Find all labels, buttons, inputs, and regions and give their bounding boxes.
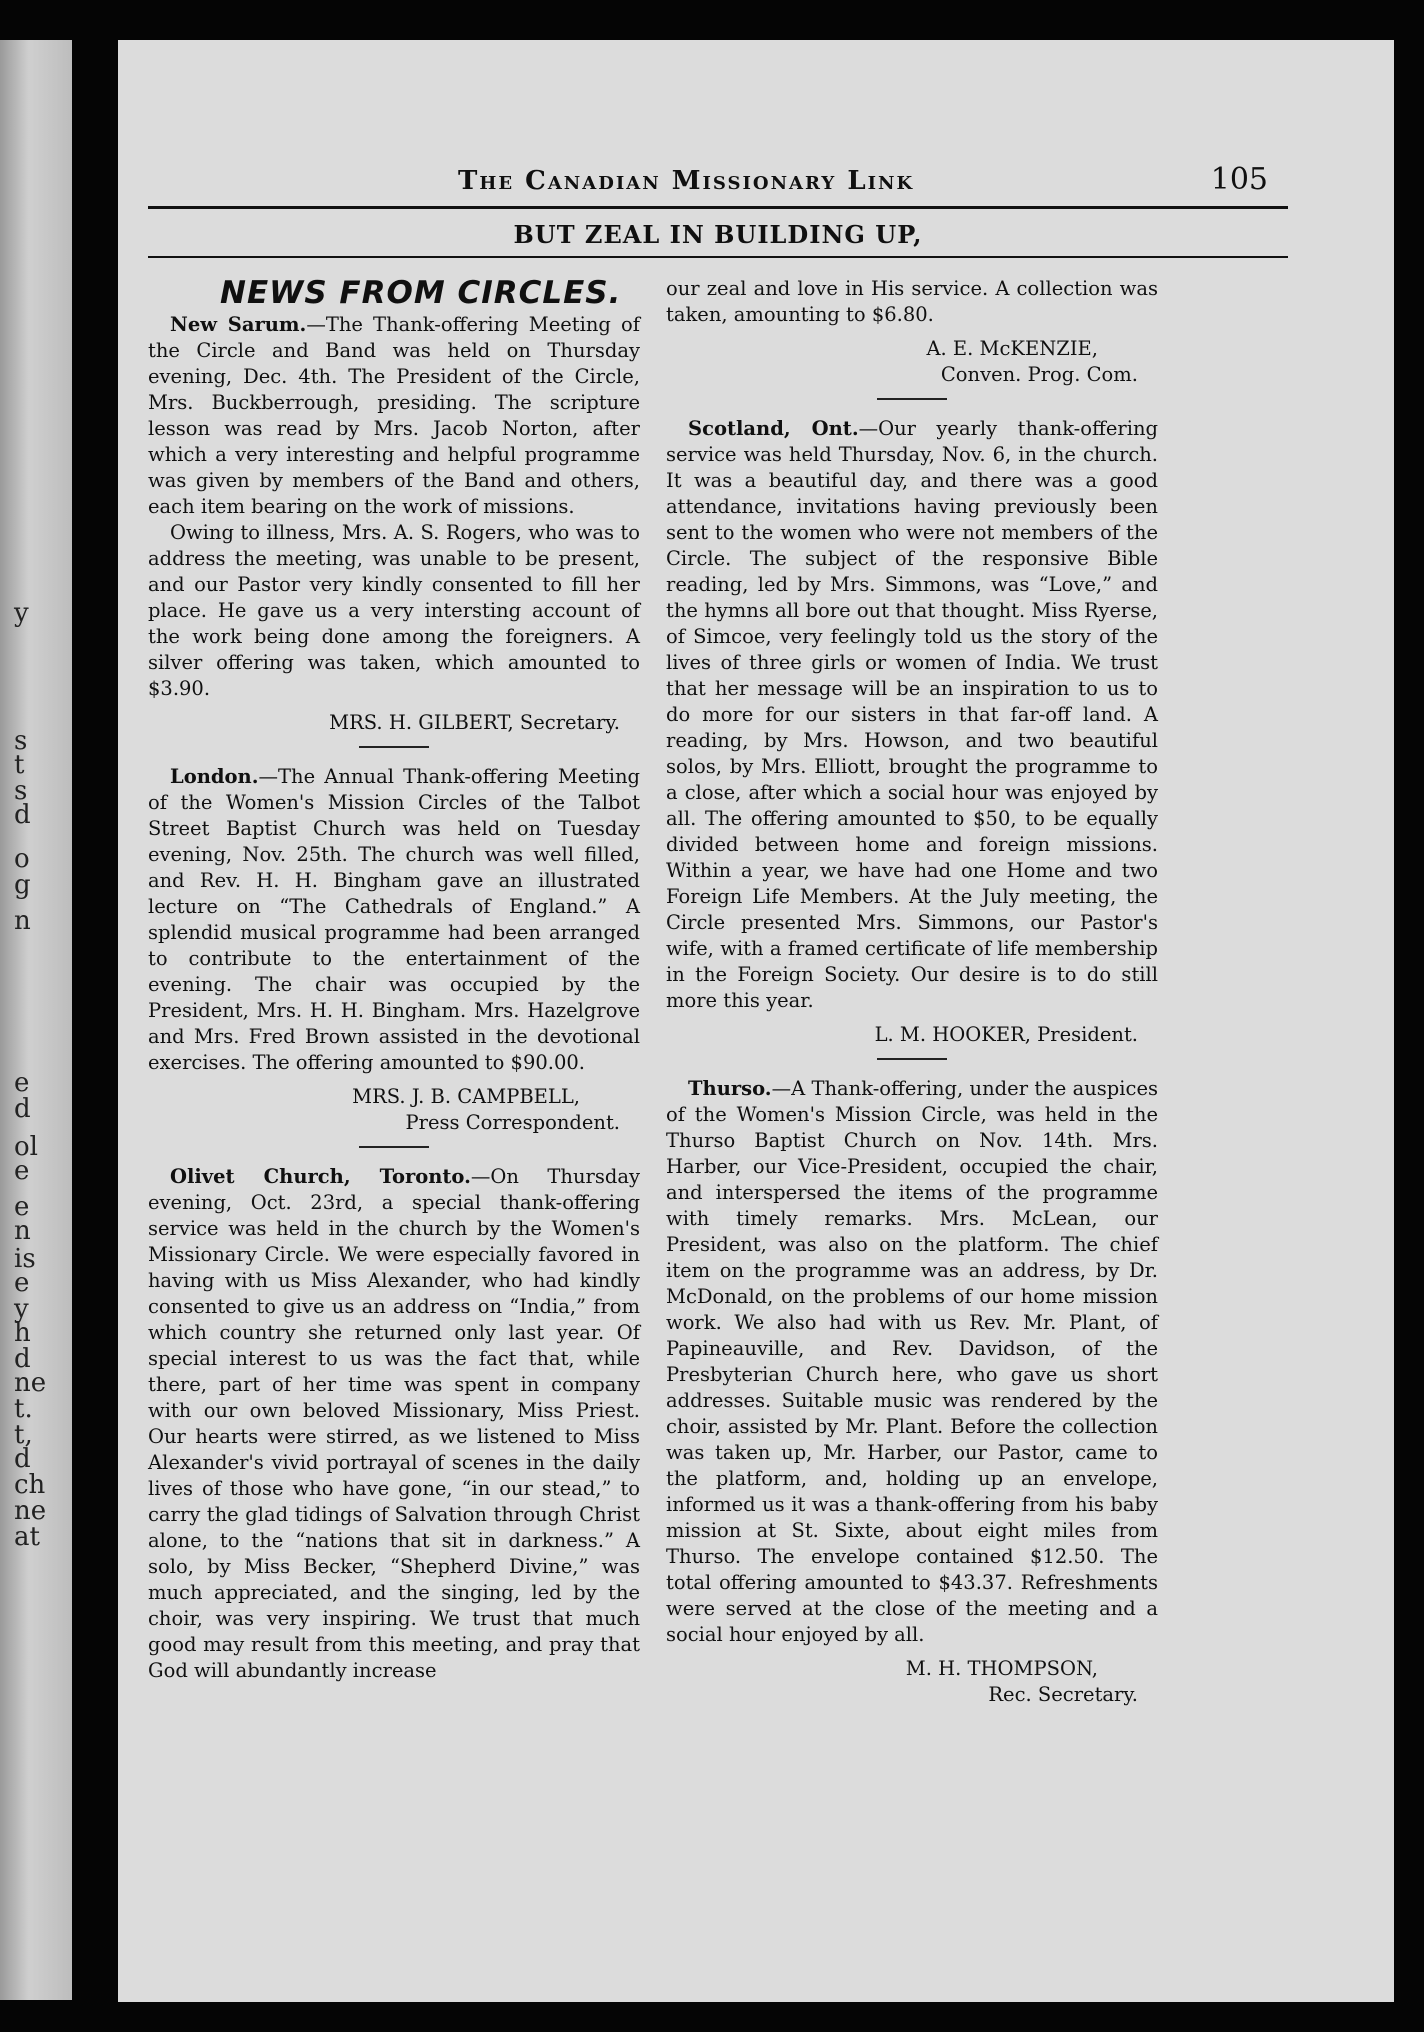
left-column [148,276,640,1684]
magazine-page [118,40,1394,2002]
margin-fragment: g [14,870,31,900]
margin-fragment: is [14,1244,36,1274]
article-thurso [666,1076,1158,1708]
margin-fragment: n [14,906,31,936]
article-new-sarum [148,312,640,736]
motto-bar [148,218,1288,258]
article-divider [877,1058,947,1060]
article-signature: MRS. J. B. CAMPBELL, [352,1085,580,1108]
article-signature-title: Rec. Secretary. [988,1683,1138,1706]
margin-fragment: h [14,1318,31,1348]
margin-fragment: n [14,1216,31,1246]
right-column [666,276,1158,1708]
margin-fragment: t. [14,1394,33,1424]
margin-fragment: s [14,776,28,806]
margin-fragment: d [14,1094,31,1124]
article-text: —The Annual Thank-offering Meeting of the Women's Mission Circles of the Talbot Street Baptist Church was held on Tuesday evening, Nov. 25th. The church was well filled, and Rev. H. H. Bingham gave an illustrated lecture on “The Cathedrals of England.” A splendid musical programme had been arranged to contribute to the entertainment of the evening. The chair was occupied by the President, Mrs. H. H. Bingham. Mrs. Hazelgrove and Mrs. Fred Brown assisted in the devotional exercises. The offering amounted to $90.00. [148,765,640,1074]
margin-fragment: ne [14,1368,47,1398]
article-paragraph [666,416,1158,1014]
article-paragraph [148,312,640,520]
article-scotland [666,416,1158,1048]
margin-fragment: e [14,1156,30,1186]
section-heading: NEWS FROM CIRCLES. [220,275,622,311]
article-lead: London. [170,765,259,788]
continuation-signature: A. E. McKENZIE, [926,337,1098,360]
margin-fragment: d [14,1444,31,1474]
article-text: —On Thursday evening, Oct. 23rd, a special thank-offering service was held in the church by the Women's Missionary Circle. We were especially favored in having with us Miss Alexander, who had kindly consented to give us an address on “India,” from which country she returned only last year. Of special interest to us was the fact that, while there, part of her time was spent in company with our own beloved Missionary, Miss Priest. Our hearts were stirred, as we listened to Miss Alexander's vivid portrayal of scenes in the daily lives of those who have gone, “in our stead,” to carry the glad tidings of Salvation through Christ alone, to the “nations that sit in darkness.” A solo, by Miss Becker, “Shepherd Divine,” was much appreciated, and the singing, led by the choir, was very inspiring. We trust that much good may result from this meeting, and pray that God will abundantly increase [148,1165,640,1682]
article-signature-title: Press Correspondent. [405,1111,620,1134]
margin-fragment: at [14,1522,40,1552]
margin-fragment: y [14,1294,29,1324]
margin-fragment: ol [14,1132,38,1162]
article-olivet-church [148,1164,640,1684]
running-title: The Canadian Missionary Link [458,166,915,196]
article-lead: New Sarum. [170,313,307,336]
article-london [148,764,640,1136]
margin-fragment: t, [14,1420,33,1450]
continuation-text: our zeal and love in His service. A collection was taken, amounting to $6.80. [666,277,1158,326]
margin-fragment: e [14,1068,30,1098]
article-text: —A Thank-offering, under the auspices of the Women's Mission Circle, was held in the Thurso Baptist Church on Nov. 14th. Mrs. Harber, our Vice-President, occupied the chair, and interspersed the items of the programme with timely remarks. Mrs. McLean, our President, was also on the platform. The chief item on the programme was an address, by Dr. McDonald, on the problems of our home mission work. We also had with us Rev. Mr. Plant, of Papineauville, and Rev. Davidson, of the Presbyterian Church here, who gave us short addresses. Suitable music was rendered by the choir, assisted by Mr. Plant. Before the collection was taken up, Mr. Harber, our Pastor, came to the platform, and, holding up an envelope, informed us it was a thank-offering from his baby mission at St. Sixte, about eight miles from Thurso. The envelope contained $12.50. The total offering amounted to $43.37. Refreshments were served at the close of the meeting and a social hour enjoyed by all. [666,1077,1158,1646]
article-paragraph: Owing to illness, Mrs. A. S. Rogers, who was to address the meeting, was unable to be present, and our Pastor very kindly consented to fill her place. He gave us a very intersting account of the work being done among the foreigners. A silver offering was taken, which amounted to $3.90. [148,521,640,700]
running-head [148,162,1288,209]
article-signature: M. H. THOMPSON, [905,1657,1098,1680]
article-signature: L. M. HOOKER, President. [874,1023,1138,1046]
margin-fragment: y [14,598,29,628]
margin-fragment: d [14,800,31,830]
adjacent-page-edge [0,40,72,2000]
continuation-signature-title: Conven. Prog. Com. [940,363,1138,386]
margin-fragment: e [14,1268,30,1298]
margin-fragment: t [14,750,25,780]
motto: BUT ZEAL IN BUILDING UP, [513,220,923,249]
article-lead: Olivet Church, Toronto. [170,1165,471,1188]
page-number: 105 [1210,162,1268,197]
margin-fragment: e [14,1192,30,1222]
margin-fragment: s [14,726,28,756]
article-text: —Our yearly thank-offering service was held Thursday, Nov. 6, in the church. It was a beautiful day, and there was a good attendance, invitations having previously been sent to the women who were not members of the Circle. The subject of the responsive Bible reading, led by Mrs. Simmons, was “Love,” and the hymns all bore out that thought. Miss Ryerse, of Simcoe, very feelingly told us the story of the lives of three girls or women of India. We trust that her message will be an inspiration to us to do more for our sisters in that far-off land. A reading, by Mrs. Howson, and two beautiful solos, by Mrs. Elliott, brought the programme to a close, after which a social hour was enjoyed by all. The offering amounted to $50, to be equally divided between home and foreign missions. Within a year, we have had one Home and two Foreign Life Members. At the July meeting, the Circle presented Mrs. Simmons, our Pastor's wife, with a framed certificate of life membership in the Foreign Society. Our desire is to do still more this year. [666,417,1158,1012]
margin-fragment: o [14,844,30,874]
margin-fragment: ch [14,1470,46,1500]
article-text: —The Thank-offering Meeting of the Circle and Band was held on Thursday evening, Dec. 4th. The President of the Circle, Mrs. Buckberrough, presiding. The scripture lesson was read by Mrs. Jacob Norton, after which a very interesting and helpful programme was given by members of the Band and others, each item bearing on the work of missions. [148,313,640,518]
article-divider [359,1146,429,1148]
article-lead: Thurso. [688,1077,772,1100]
article-divider [877,398,947,400]
article-divider [359,746,429,748]
article-signature: MRS. H. GILBERT, Secretary. [329,711,620,734]
margin-fragment: d [14,1344,31,1374]
margin-fragment: ne [14,1496,47,1526]
article-paragraph [148,764,640,1076]
article-paragraph [666,1076,1158,1648]
article-paragraph [148,1164,640,1684]
article-lead: Scotland, Ont. [688,417,859,440]
